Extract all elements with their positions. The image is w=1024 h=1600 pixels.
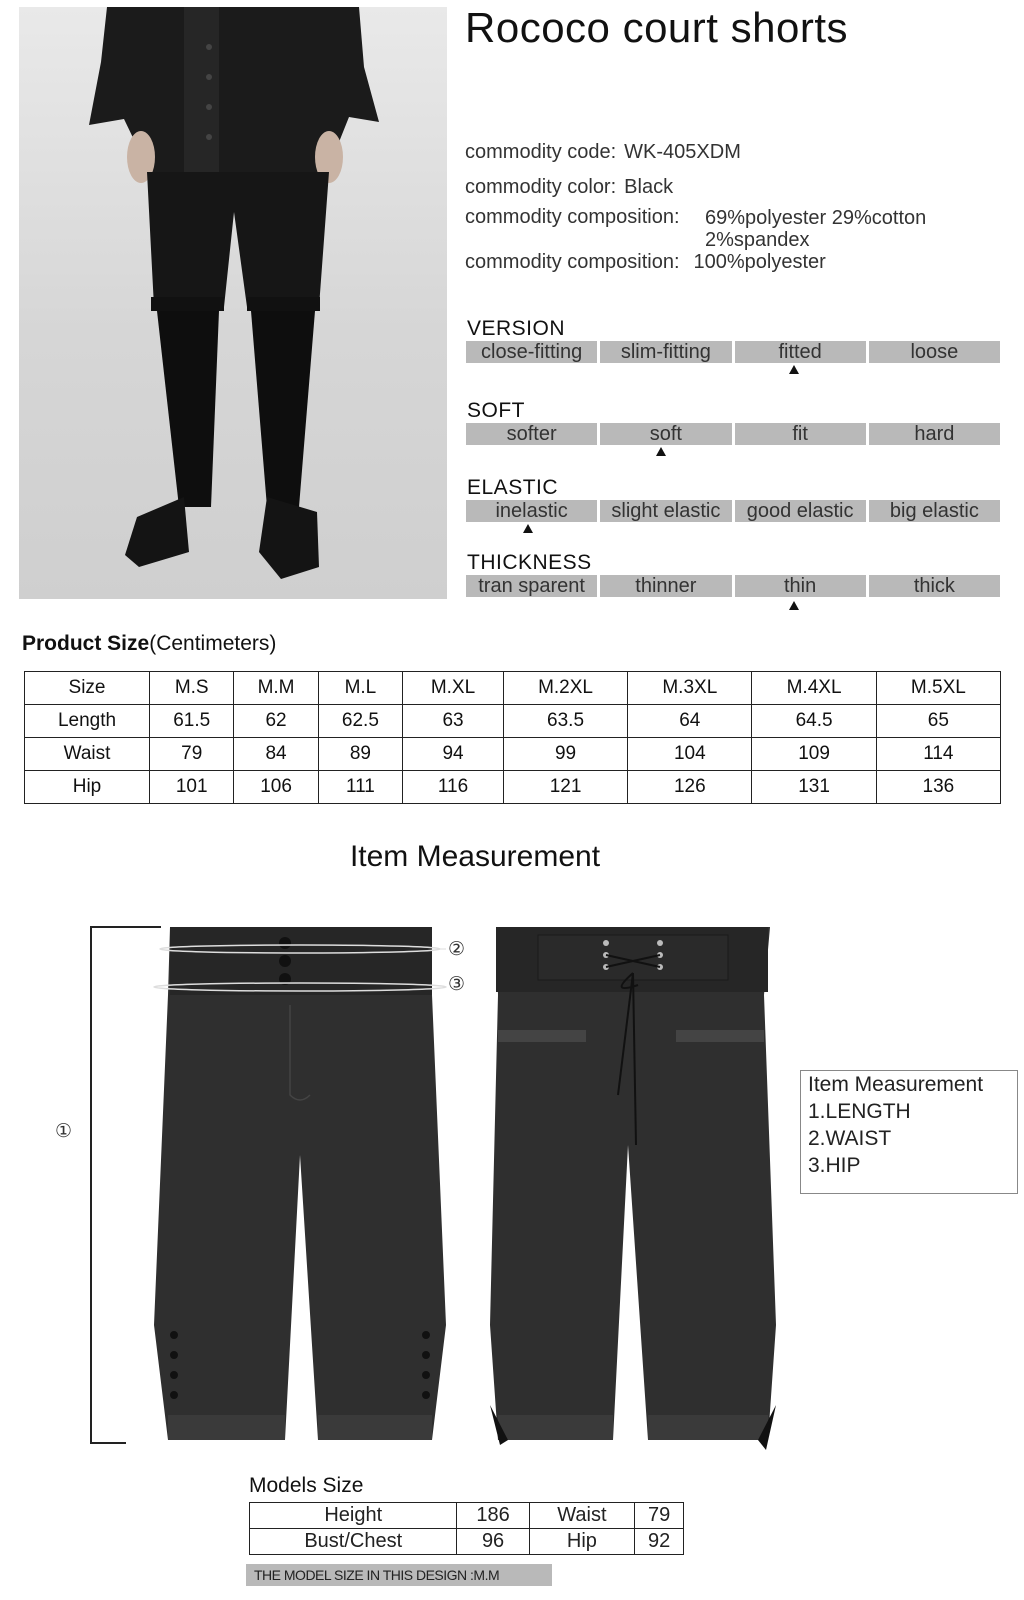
table-cell: 79 [150,738,234,771]
legend-item: 1.LENGTH [808,1100,911,1123]
scale-elastic-option: inelastic [466,500,597,522]
table-cell: 84 [234,738,318,771]
table-cell: Length [25,705,150,738]
table-cell: 186 [457,1503,529,1529]
size-chart-table [24,671,1001,804]
scale-soft-option: hard [869,423,1000,445]
spec-code [465,141,741,164]
table-header-cell: M.2XL [503,672,627,705]
spec-color [465,176,673,199]
table-cell: Waist [529,1503,635,1529]
scale-version [466,341,1000,363]
scale-version-title: VERSION [467,317,566,340]
table-cell: 104 [628,738,752,771]
size-chart-unit: (Centimeters) [149,632,277,655]
scale-version-marker-icon [789,365,799,374]
table-header-cell: M.5XL [876,672,1000,705]
marker-length-icon: ① [55,1121,73,1142]
table-header-cell: M.L [318,672,402,705]
spec-composition-2 [465,251,826,274]
scale-soft-marker-icon [656,447,666,456]
scale-version-option: close-fitting [466,341,597,363]
scale-soft [466,423,1000,445]
table-cell: 79 [635,1503,684,1529]
scale-thickness-title: THICKNESS [467,551,592,574]
scale-thickness-option: thinner [600,575,731,597]
product-title: Rococo court shorts [465,4,848,51]
table-cell: 126 [628,771,752,804]
table-cell: 121 [503,771,627,804]
table-header-cell: M.XL [403,672,504,705]
spec-color-value: Black [624,176,674,198]
scale-thickness-option: tran sparent [466,575,597,597]
table-cell: 101 [150,771,234,804]
shorts-front [150,925,450,1445]
table-cell: 96 [457,1529,529,1555]
spec-color-label: commodity color: [465,176,617,198]
table-cell: 111 [318,771,402,804]
table-row [25,705,1001,738]
table-cell: 61.5 [150,705,234,738]
spec-code-value: WK-405XDM [624,141,741,163]
spec-composition-1 [465,206,680,229]
legend-item: 3.HIP [808,1154,861,1177]
table-header-cell: M.S [150,672,234,705]
scale-soft-option: fit [735,423,866,445]
scale-thickness-option: thick [869,575,1000,597]
scale-thickness [466,575,1000,597]
table-cell: 63.5 [503,705,627,738]
table-cell: Height [250,1503,457,1529]
spec-code-label: commodity code: [465,141,617,163]
shorts-back [488,925,778,1455]
table-row [25,672,1001,705]
table-cell: 64 [628,705,752,738]
scale-soft-option: soft [600,423,731,445]
table-cell: Hip [529,1529,635,1555]
legend-item: 2.WAIST [808,1127,892,1150]
marker-waist-icon: ② [448,939,466,960]
table-cell: 109 [752,738,876,771]
table-header-cell: M.3XL [628,672,752,705]
scale-elastic-option: good elastic [735,500,866,522]
scale-elastic-title: ELASTIC [467,476,559,499]
table-cell: 63 [403,705,504,738]
scale-elastic-option: slight elastic [600,500,731,522]
table-cell: 99 [503,738,627,771]
table-cell: 89 [318,738,402,771]
scale-elastic-marker-icon [523,524,533,533]
model-illustration [19,7,447,599]
legend-title: Item Measurement [808,1073,984,1096]
table-row [25,738,1001,771]
models-size-table [249,1502,684,1555]
scale-thickness-option: thin [735,575,866,597]
table-cell: 116 [403,771,504,804]
table-cell: Hip [25,771,150,804]
table-cell: 136 [876,771,1000,804]
table-header-cell: M.M [234,672,318,705]
table-cell: 64.5 [752,705,876,738]
table-cell: 92 [635,1529,684,1555]
scale-soft-option: softer [466,423,597,445]
model-size-note: THE MODEL SIZE IN THIS DESIGN :M.M [246,1564,552,1586]
table-cell: 106 [234,771,318,804]
spec-composition-2-value: 100%polyester [693,251,826,273]
scale-version-option: loose [869,341,1000,363]
table-header-cell: Size [25,672,150,705]
scale-elastic-option: big elastic [869,500,1000,522]
marker-hip-icon: ③ [448,974,466,995]
table-cell: 62 [234,705,318,738]
spec-composition-1-label: commodity composition: [465,206,680,228]
size-chart-title-main: Product Size [22,632,150,655]
table-cell: 65 [876,705,1000,738]
table-cell: 114 [876,738,1000,771]
table-row [250,1529,684,1555]
spec-composition-1-value2: 2%spandex [705,229,810,251]
spec-composition-1-values [705,207,926,251]
scale-elastic [466,500,1000,522]
scale-thickness-marker-icon [789,601,799,610]
table-cell: 131 [752,771,876,804]
table-cell: Bust/Chest [250,1529,457,1555]
measurement-legend [800,1070,1018,1194]
models-size-title: Models Size [249,1474,364,1497]
scale-version-option: slim-fitting [600,341,731,363]
table-row [250,1503,684,1529]
table-cell: 62.5 [318,705,402,738]
table-cell: 94 [403,738,504,771]
spec-composition-1-value: 69%polyester 29%cotton [705,207,927,229]
spec-composition-2-label: commodity composition: [465,251,680,273]
scale-soft-title: SOFT [467,399,525,422]
table-cell: Waist [25,738,150,771]
model-photo [19,7,447,599]
table-header-cell: M.4XL [752,672,876,705]
size-chart-title [22,632,276,656]
table-row [25,771,1001,804]
measurement-title: Item Measurement [349,840,601,873]
scale-version-option: fitted [735,341,866,363]
